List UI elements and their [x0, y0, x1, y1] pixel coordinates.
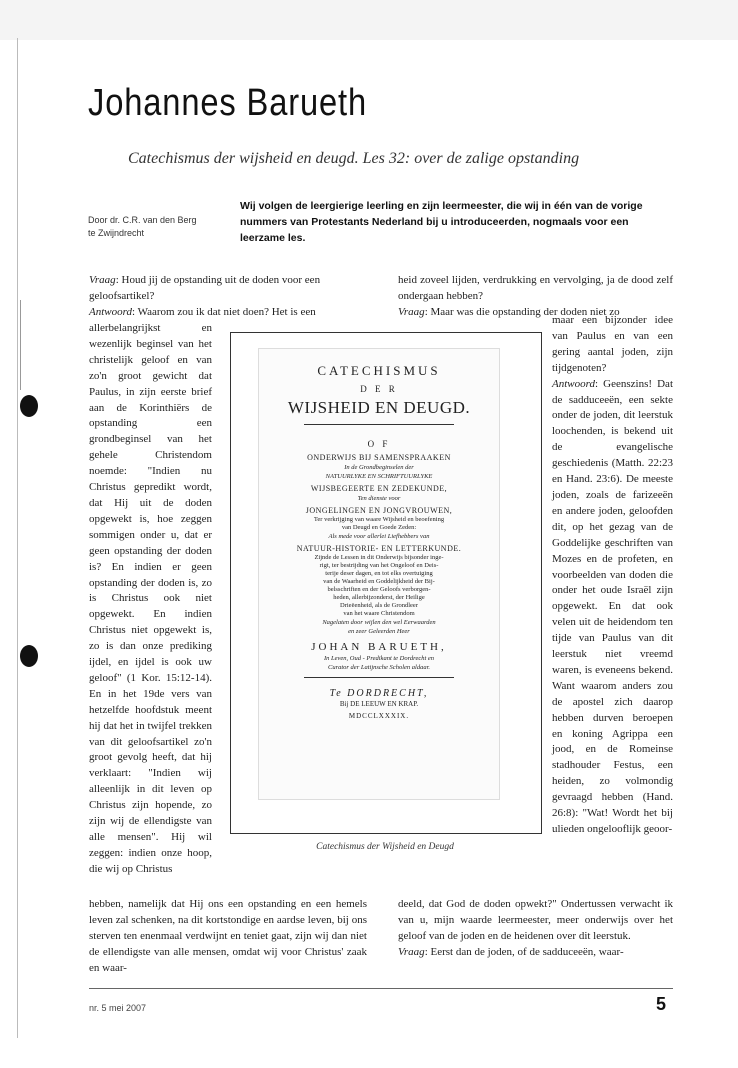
left-column-narrow: allerbelangrijkst en wezenlijk beginsel van het christelijk geloof en van zo'n groot gewicht dat Paulus, in zijn eerste brief aan de Korinthiërs de opstanding een grondbeginsel van het gehele Christendom noemde: "Indien nu Christus gepredikt wordt, dat Hij uit de doden opgewekt is, hoe zeggen sommigen onder u, dat er geen opstanding der doden is? En indien er geen opstanding der doden is, zo is Christus ook niet opgewekt. En indien Christus niet opgewekt is, zo is dan onze prediking ijdel, en ijdel is ook uw geloof" (1 Kor. 15:12-14). En in het 19de vers van hetzelfde hoofdstuk meent hij dat het in twijfel trekken van dit geloofsartikel zo'n groot gevolg heeft, dat hij verklaart: "Indien wij alleenlijk in dit leven op Christus zijn hopende, zo zijn wij de ellendigste van alle mensen". Hij wil zeggen: indien onze hoop, die wij op Christus [89, 322, 212, 875]
plate-divider [304, 677, 454, 678]
question-text: : Houd jij de opstanding uit de doden voor een geloofsartikel? [89, 274, 321, 302]
plate-line: Bij DE LEEUW EN KRAP. [339, 700, 419, 708]
right-bottom-text: deeld, dat God de doden opwekt?" Ondertussen verwacht ik van u, mijn waarde leermeester, meer onderwijs over het geloof van de joden en de heidenen over dit leerstuk. [398, 898, 673, 942]
left-column-top [89, 273, 371, 321]
plate-line: Te DORDRECHT, [329, 688, 429, 699]
article-title: Johannes Barueth [88, 82, 368, 124]
plate-line: Ten dienste voor [357, 495, 401, 502]
plate-line: JOHAN BARUETH, [311, 641, 447, 653]
plate-divider [304, 424, 454, 425]
scan-left-edge [17, 38, 18, 1038]
left-column-bottom: hebben, namelijk dat Hij ons een opstanding en een hemels leven zal schenken, na dit kortstondige en aardse leven, bij ons sterven ten enenmaal verdwijnt en teniet gaat, zijn wij dan niet de ellendigste van alle mensen, omdat wij voor Christus' zaak en waar- [89, 898, 367, 974]
binder-hole-icon [20, 395, 38, 417]
issue-label: nr. 5 mei 2007 [89, 1003, 147, 1013]
byline-line: te Zwijndrecht [88, 228, 145, 238]
answer-text: : Geenszins! Dat de sadduceeën, een sekte onder de joden, dit leerstuk loochenden, is bekend uit de evangelische geschiedenis (Matth. 22:23 en Hand. 23:6). De meeste joden, zoals de farizeeën en andere joden, geloofden dit, op het gezag van de Goddelijke geschriften van Mozes en de profeten, en voorbeelden van doden die onder het oude Israël zijn opgewekt. En dat ook velen uit de heidendom ten tijde van Paulus van dit leerstuk niet vreemd waren, is eveneens bekend. Want waarom anders zou de apostel zich daarop hebben durven beroepen en koning Agrippa een jood, en de Romeinse stadhouder Festus, een heiden, zo volmondig gevraagd hebben (Hand. 26:8): "Wat! Wordt het bij ulieden ongelooflijk geoor- [552, 377, 673, 835]
question-text: : Eerst dan de joden, of de sadduceeën, waar- [424, 945, 624, 958]
right-column-bottom [398, 897, 673, 961]
question-label: Vraag [398, 305, 425, 318]
plate-line: In de Grondbeginselen der [344, 464, 414, 471]
plate-line: van Deugd en Goede Zeden: [341, 524, 417, 531]
scan-edge-mark [20, 300, 21, 390]
question-label: Vraag [89, 274, 116, 286]
plate-line: WIJSHEID EN DEUGD. [287, 398, 471, 417]
plate-line: heden, allerbijzonderst, der Heilige [333, 594, 425, 601]
answer-label: Antwoord [552, 377, 595, 390]
plate-line: Drieëenheid, als de Grondleer [340, 602, 418, 609]
plate-line: MDCCLXXXIX. [348, 712, 410, 720]
answer-text: : Waarom zou ik dat niet doen? Het is een [132, 305, 316, 318]
plate-line: rigt, ter bestrijding van het Ongeloof en Deis- [319, 562, 439, 569]
plate-line: CATECHISMUS [317, 363, 441, 378]
footer-divider [89, 988, 673, 989]
plate-line: In Leven, Oud - Predikant te Dordrecht en [323, 655, 435, 662]
article-subtitle: Catechismus der wijsheid en deugd. Les 32: over de zalige opstanding [128, 150, 580, 167]
author-byline [88, 214, 197, 240]
plate-line: terije deser dagen, en tot elks overtuiging [325, 570, 433, 577]
scan-top-shade [0, 0, 738, 40]
plate-line: Curator der Latijnsche Scholen aldaar. [327, 664, 430, 671]
right-top-text: heid zoveel lijden, verdrukking en vervolging, ja de dood zelf ondergaan hebben? [398, 274, 673, 302]
plate-line: Als mede voor allerlei Liefhebbers van [328, 533, 430, 540]
plate-line: O F [367, 439, 391, 449]
answer-label: Antwoord [89, 305, 132, 318]
title-page-illustration [258, 348, 500, 800]
plate-line: NATUURLYKE EN SCHRIFTUURLYKE [325, 473, 433, 480]
intro-paragraph: Wij volgen de leergierige leerling en zijn leermeester, die wij in één van de vorige nummers van Protestants Nederland bij u introduceerden, nogmaals voor een leerzame les. [240, 200, 643, 244]
plate-line: WIJSBEGEERTE EN ZEDEKUNDE, [310, 484, 448, 493]
question-label: Vraag [398, 945, 425, 958]
question-continuation: maar een bijzonder idee van Paulus en van een gering aantal joden, zijn tijdgenoten? [552, 314, 673, 374]
plate-line: en zeer Geleerden Heer [348, 628, 410, 635]
plate-line: Nagelaten door wijlen den wel Eerwaarden [322, 619, 436, 626]
byline-line: Door dr. C.R. van den Berg [88, 215, 197, 225]
plate-line: Zijnde de Lessen in dit Onderwijs bijsonder inge- [314, 554, 444, 561]
page-number: 5 [656, 994, 667, 1014]
plate-line: van het waare Christendom [343, 610, 415, 617]
illustration-caption: Catechismus der Wijsheid en Deugd [316, 842, 454, 852]
plate-line: JONGELINGEN EN JONGVROUWEN, [305, 506, 453, 515]
right-column-narrow [552, 313, 673, 838]
plate-line: ONDERWIJS BIJ SAMENSPRAAKEN [307, 453, 451, 462]
question-text: : Maar was die opstanding der doden niet zo [424, 305, 620, 318]
plate-line: D E R [360, 384, 398, 394]
binder-hole-icon [20, 645, 38, 667]
plate-line: belsschriften en der Geloofs verborgen- [327, 586, 431, 593]
plate-line: van de Waarheid en Goddelijkheid der Bij- [323, 578, 435, 585]
plate-line: NATUUR-HISTORIE- EN LETTERKUNDE. [296, 544, 462, 553]
plate-line: Ter verkrijging van waare Wijsheid en beoefening [313, 516, 445, 523]
